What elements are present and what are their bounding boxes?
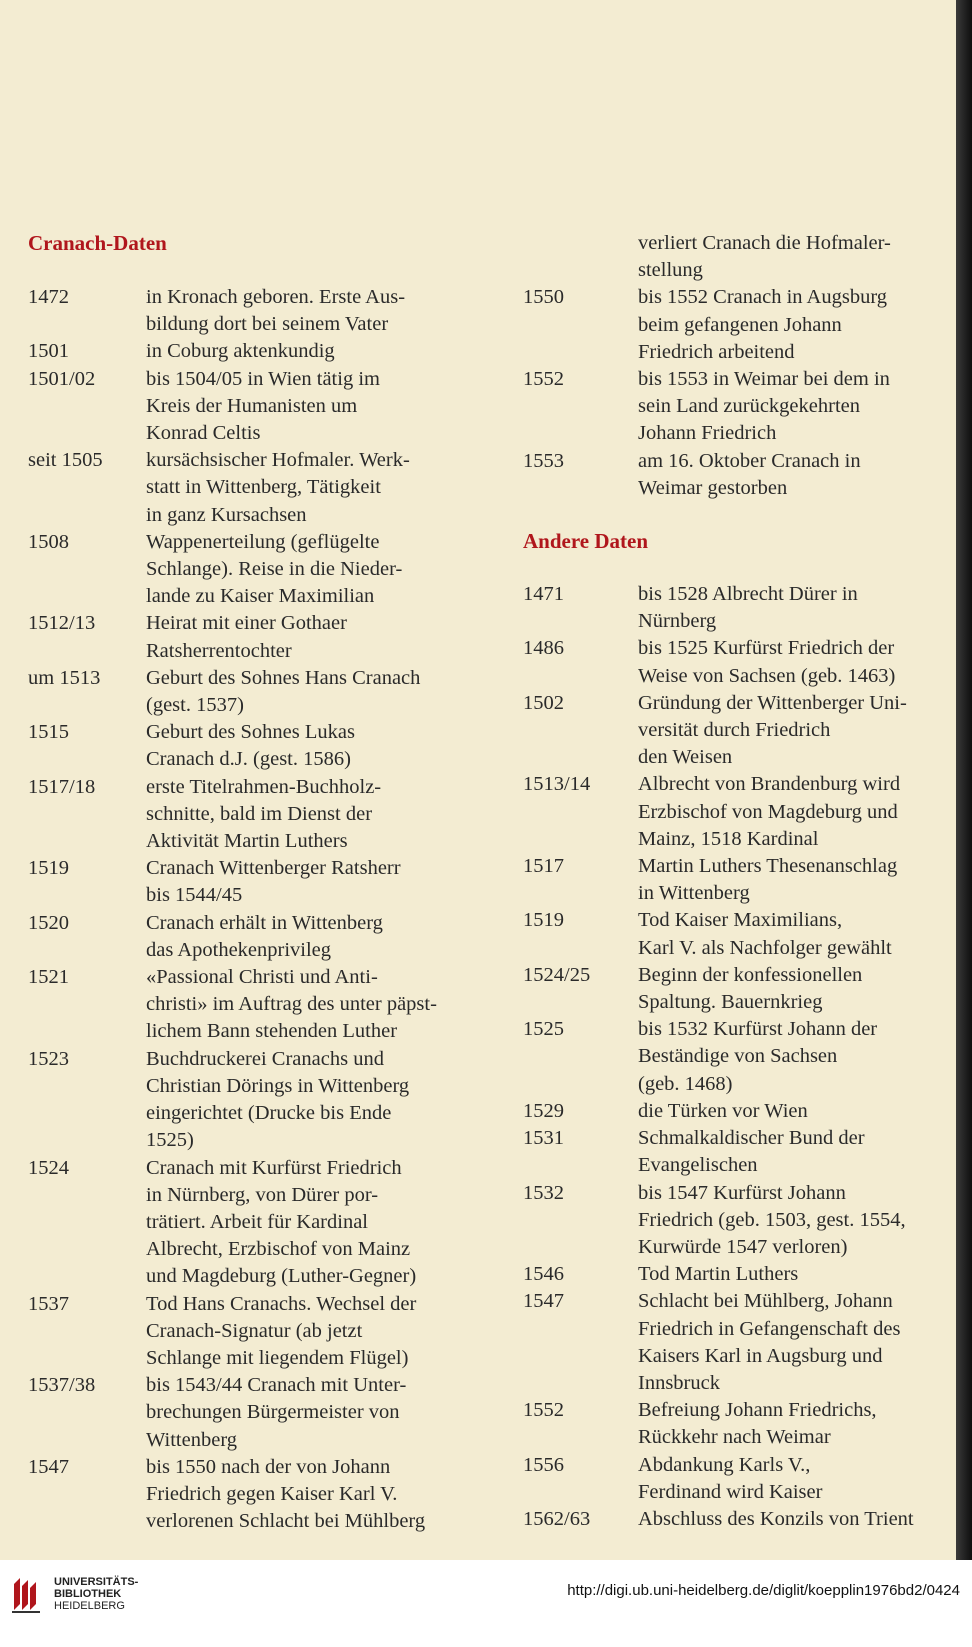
timeline-entry: [28, 1291, 478, 1373]
entry-year: 1532: [523, 1181, 564, 1204]
timeline-entry: [28, 719, 478, 773]
page-edge: [956, 0, 972, 1560]
source-url-link[interactable]: http://digi.ub.uni-heidelberg.de/diglit/koepplin1976bd2/0424: [567, 1582, 960, 1599]
logo-line-1: UNIVERSITÄTS-: [54, 1576, 139, 1588]
entry-text: Tod Hans Cranachs. Wechsel der Cranach-Signatur (ab jetzt Schlange mit liegendem Flügel): [146, 1292, 417, 1369]
entry-year: 1550: [523, 286, 564, 309]
entry-text: bis 1553 in Weimar bei dem in sein Land zurückgekehrten Johann Friedrich: [638, 368, 890, 445]
entry-year: 1529: [523, 1099, 564, 1122]
timeline-entry: [523, 1288, 948, 1397]
entry-year: 1512/13: [28, 612, 96, 635]
entry-text: Schlacht bei Mühlberg, Johann Friedrich in Gefangenschaft des Kaisers Karl in Augsburg und Innsbruck: [638, 1290, 901, 1394]
cranach-dates-column: [28, 230, 478, 1535]
timeline-entry: [523, 1452, 948, 1506]
timeline-entry: [28, 610, 478, 664]
entry-text: in Kronach geboren. Erste Aus- bildung dort bei seinem Vater: [146, 286, 406, 336]
entry-text: bis 1543/44 Cranach mit Unter- brechungen Bürgermeister von Wittenberg: [146, 1374, 407, 1451]
timeline-entry: [523, 581, 948, 635]
cranach-dates-list-continued: [523, 284, 948, 502]
entry-year: 1524: [28, 1156, 69, 1179]
timeline-entry: [28, 1372, 478, 1454]
entry-year: 1531: [523, 1127, 564, 1150]
entry-text: in Coburg aktenkundig: [146, 340, 335, 363]
timeline-entry: [28, 665, 478, 719]
entry-year: 1501/02: [28, 367, 96, 390]
timeline-entry: [28, 529, 478, 611]
footer-bar: [0, 1560, 972, 1647]
library-logo-icon: [10, 1574, 44, 1614]
timeline-entry: [523, 635, 948, 689]
entry-text: bis 1552 Cranach in Augsburg beim gefangenen Johann Friedrich arbeitend: [638, 286, 888, 363]
entry-text: Buchdruckerei Cranachs und Christian Dörings in Wittenberg eingerichtet (Drucke bis Ende 1525): [146, 1047, 410, 1152]
other-dates-heading: Andere Daten: [523, 529, 649, 554]
continuation-row: [523, 230, 948, 284]
timeline-entry: [523, 448, 948, 502]
right-column: [523, 230, 948, 1533]
timeline-entry: [523, 1098, 948, 1125]
timeline-entry: [28, 366, 478, 448]
entry-text: Cranach mit Kurfürst Friedrich in Nürnberg, von Dürer por- trätiert. Arbeit für Kardinal Albrecht, Erzbischof von Mainz und Magdeburg (Luther-Gegner): [146, 1156, 417, 1288]
timeline-entry: [523, 1397, 948, 1451]
timeline-entry: [523, 690, 948, 772]
entry-year: 1520: [28, 911, 69, 934]
entry-year: 1501: [28, 340, 69, 363]
entry-text: erste Titelrahmen-Buchholz- schnitte, bald im Dienst der Aktivität Martin Luthers: [146, 775, 382, 853]
entry-text: Abschluss des Konzils von Trient: [638, 1507, 914, 1530]
timeline-entry: [28, 910, 478, 964]
entry-year: 1517/18: [28, 775, 96, 798]
entry-year: 1552: [523, 1399, 564, 1422]
entry-text: Cranach Wittenberger Ratsherr bis 1544/45: [146, 857, 401, 907]
timeline-entry: [28, 774, 478, 856]
entry-year: 1502: [523, 691, 564, 714]
entry-text: am 16. Oktober Cranach in Weimar gestorben: [638, 449, 861, 499]
entry-year: 1521: [28, 966, 69, 989]
timeline-entry: [28, 1046, 478, 1155]
entry-year: 1547: [523, 1290, 564, 1313]
entry-year: 1525: [523, 1018, 564, 1041]
entry-text: Martin Luthers Thesenanschlag in Wittenberg: [638, 855, 898, 905]
entry-year: 1562/63: [523, 1507, 591, 1530]
entry-text: bis 1528 Albrecht Dürer in Nürnberg: [638, 583, 858, 633]
entry-year: 1524/25: [523, 963, 591, 986]
continuation-text: verliert Cranach die Hofmaler- stellung: [638, 232, 891, 282]
entry-year: 1471: [523, 583, 564, 606]
entry-text: Geburt des Sohnes Lukas Cranach d.J. (gest. 1586): [146, 721, 355, 771]
timeline-entry: [523, 1180, 948, 1262]
entry-year: 1537: [28, 1292, 69, 1315]
other-dates-list: [523, 581, 948, 1533]
entry-text: bis 1504/05 in Wien tätig im Kreis der Humanisten um Konrad Celtis: [146, 367, 380, 445]
entry-year: 1472: [28, 286, 69, 308]
entry-year: 1552: [523, 368, 564, 391]
entry-year: 1519: [28, 857, 69, 880]
entry-year: 1556: [523, 1453, 564, 1476]
entry-text: kursächsischer Hofmaler. Werk- statt in Wittenberg, Tätigkeit in ganz Kursachsen: [146, 449, 410, 526]
entry-text: Cranach erhält in Wittenberg das Apothekenprivileg: [146, 911, 383, 961]
timeline-entry: [523, 853, 948, 907]
entry-year: 1547: [28, 1455, 69, 1478]
entry-year: 1519: [523, 909, 564, 932]
cranach-dates-list: [28, 284, 478, 1535]
logo-line-3: HEIDELBERG: [54, 1600, 125, 1612]
entry-year: 1515: [28, 721, 69, 744]
entry-text: bis 1550 nach der von Johann Friedrich gegen Kaiser Karl V. verlorenen Schlacht bei Mühlberg: [146, 1455, 426, 1533]
timeline-entry: [28, 1155, 478, 1291]
entry-text: Abdankung Karls V., Ferdinand wird Kaiser: [638, 1453, 823, 1503]
timeline-entry: [523, 962, 948, 1016]
entry-year: 1513/14: [523, 773, 591, 796]
timeline-entry: [28, 338, 478, 365]
timeline-entry: [28, 1454, 478, 1536]
entry-text: Schmalkaldischer Bund der Evangelischen: [638, 1127, 865, 1177]
entry-text: Geburt des Sohnes Hans Cranach (gest. 1537): [146, 666, 421, 717]
library-logo-text: [54, 1576, 138, 1612]
entry-year: 1508: [28, 530, 69, 553]
entry-text: Albrecht von Brandenburg wird Erzbischof von Magdeburg und Mainz, 1518 Kardinal: [638, 773, 901, 850]
entry-text: bis 1525 Kurfürst Friedrich der Weise von Sachsen (geb. 1463): [638, 637, 896, 687]
timeline-entry: [523, 284, 948, 366]
timeline-entry: [523, 1506, 948, 1533]
entry-text: Wappenerteilung (geflügelte Schlange). Reise in die Nieder- lande zu Kaiser Maximilian: [146, 530, 403, 608]
timeline-entry: [28, 964, 478, 1046]
entry-text: Beginn der konfessionellen Spaltung. Bauernkrieg: [638, 963, 863, 1014]
timeline-entry: [523, 366, 948, 448]
cranach-dates-heading: Cranach-Daten: [28, 231, 167, 255]
timeline-entry: [28, 447, 478, 529]
timeline-entry: [523, 907, 948, 961]
entry-year: 1523: [28, 1047, 69, 1070]
entry-text: Tod Kaiser Maximilians, Karl V. als Nachfolger gewählt: [638, 909, 892, 959]
entry-text: Tod Martin Luthers: [638, 1263, 799, 1286]
timeline-entry: [523, 1261, 948, 1288]
entry-text: die Türken vor Wien: [638, 1099, 808, 1122]
timeline-entry: [523, 1016, 948, 1098]
entry-year: 1553: [523, 449, 564, 472]
entry-text: Gründung der Wittenberger Uni- versität durch Friedrich den Weisen: [638, 691, 907, 769]
entry-year: 1486: [523, 637, 564, 660]
logo-line-2: BIBLIOTHEK: [54, 1588, 122, 1600]
entry-year: um 1513: [28, 666, 101, 689]
entry-text: Befreiung Johann Friedrichs, Rückkehr nach Weimar: [638, 1399, 877, 1449]
entry-text: bis 1547 Kurfürst Johann Friedrich (geb. 1503, gest. 1554, Kurwürde 1547 verloren): [638, 1181, 906, 1258]
entry-year: 1517: [523, 855, 564, 878]
entry-text: Heirat mit einer Gothaer Ratsherrentochter: [146, 612, 347, 662]
entry-text: «Passional Christi und Anti- christi» im Auftrag des unter päpst- lichem Bann stehenden Luther: [146, 966, 437, 1043]
timeline-entry: [28, 855, 478, 909]
timeline-entry: [28, 284, 478, 338]
entry-year: 1537/38: [28, 1374, 96, 1397]
entry-year: seit 1505: [28, 449, 103, 472]
timeline-entry: [523, 771, 948, 853]
entry-year: 1546: [523, 1263, 564, 1286]
timeline-entry: [523, 1125, 948, 1179]
entry-text: bis 1532 Kurfürst Johann der Beständige von Sachsen (geb. 1468): [638, 1018, 878, 1095]
